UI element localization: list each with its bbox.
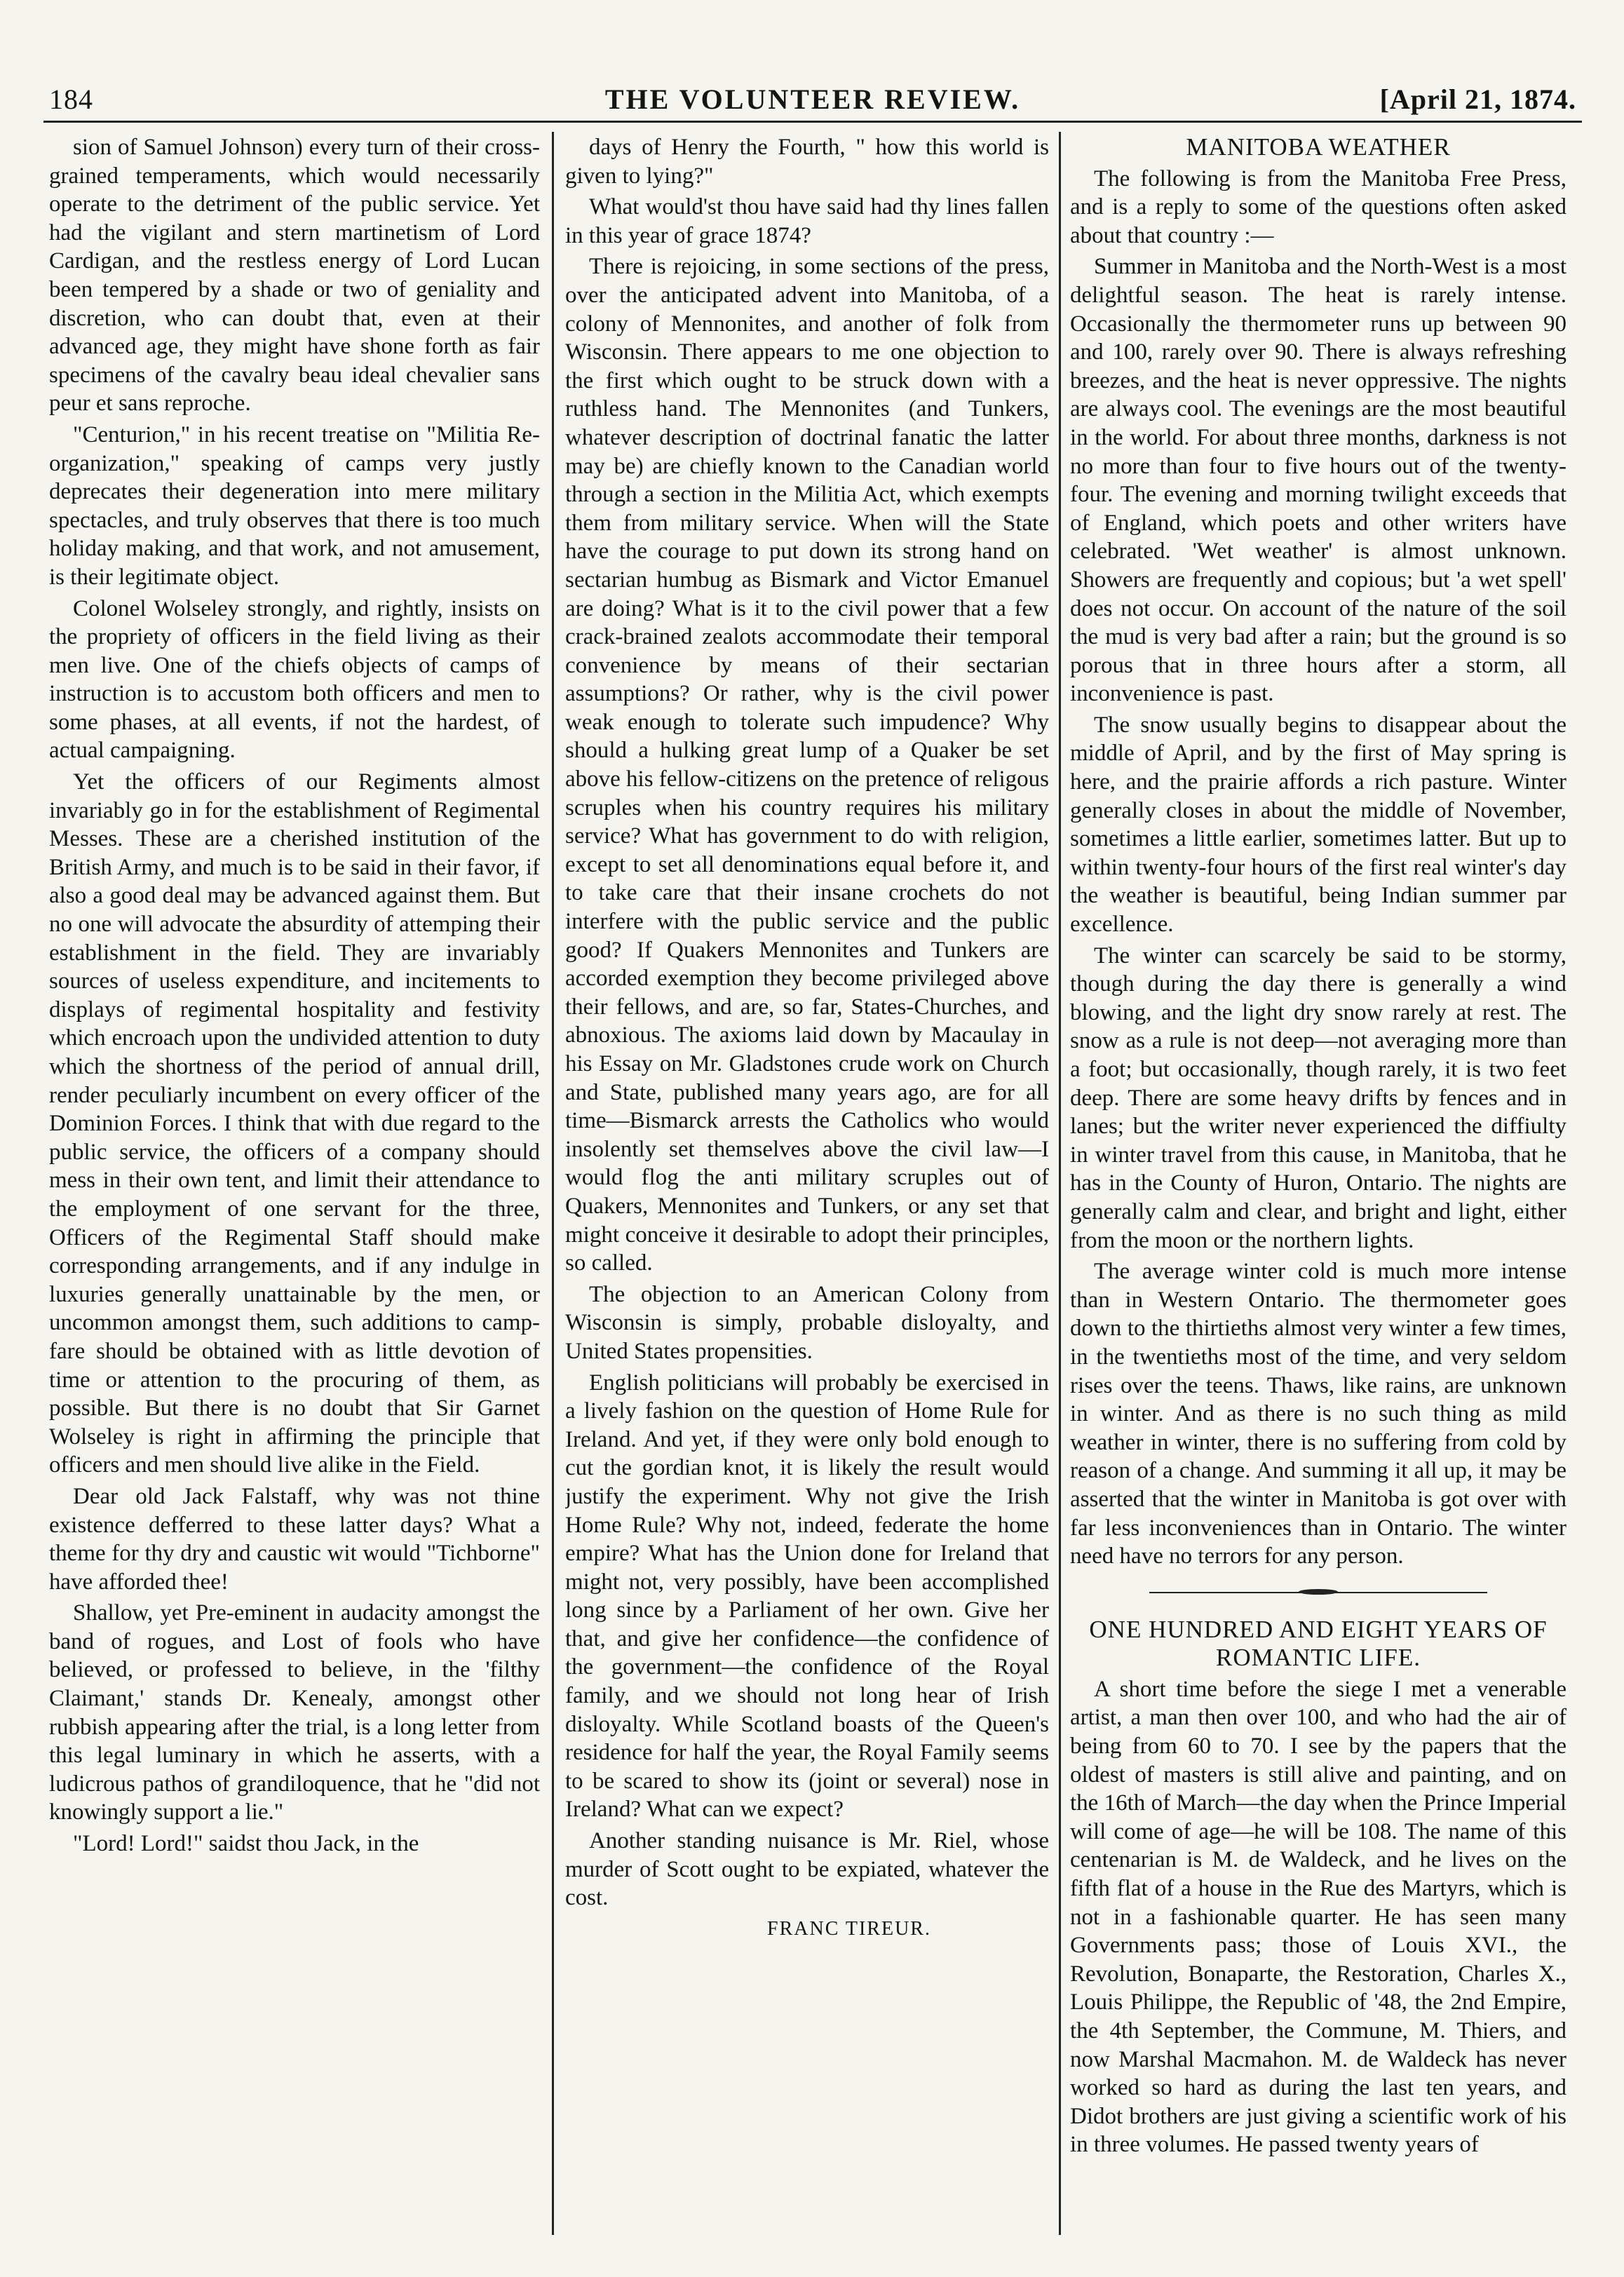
section-divider-ornament [1070, 1582, 1567, 1603]
column-divider [552, 132, 554, 2235]
paragraph: Another standing nuisance is Mr. Riel, whose murder of Scott ought to be expiated, whatever the cost. [565, 1828, 1049, 1911]
paragraph: sion of Samuel Johnson) every turn of their cross-grained temperaments, which would necessarily operate to the detriment of the public service. Yet had the vigilant and stern martinetism of Lord Cardigan, and the restless energy of Lord Lucan been tempered by a shade or two of geniality and discretion, who can doubt that, even at their advanced age, they might have shone forth as fair specimens of the cavalry beau ideal chevalier sans peur et sans reproche. [49, 135, 540, 417]
paragraph: The average winter cold is much more intense than in Western Ontario. The thermometer goes down to the thirtieths almost very winter a few times, in the twentieths most of the time, and very seldom rises over the teens. Thaws, like rains, are unknown in winter. And as there is no such thing as mild weather in winter, there is no suffering from cold by reason of a change. And summing it all up, it may be asserted that the winter in Manitoba is got over with far less inconveniences than in Ontario. The winter need have no terrors for any person. [1070, 1259, 1567, 1569]
issue-date: [April 21, 1874. [1379, 83, 1576, 115]
paragraph: The winter can scarcely be said to be stormy, though during the day there is generally a wind blowing, and the light dry snow rarely at rest. The snow as a rule is not deep—not averaging more than a foot; but occasionally, though rarely, it is two feet deep. There are some heavy drifts by fences and in lanes; but the writer never experienced the diffiulty in winter travel from this cause, in Manitoba, that he has in the County of Huron, Ontario. The nights are generally calm and clear, and bright and light, either from the moon or the northern lights. [1070, 942, 1567, 1253]
paragraph: The snow usually begins to disappear about the middle of April, and by the first of May spring is here, and the prairie affords a rich pasture. Winter generally closes in about the middle of November, sometimes a little earlier, sometimes latter. But up to within twenty-four hours of the first real winter's day the weather is beautiful, being Indian summer par excellence. [1070, 712, 1567, 938]
paragraph: There is rejoicing, in some sections of the press, over the anticipated advent into Manitoba, of a colony of Mennonites, and another of folk from Wisconsin. There appears to me one objection to the first which ought to be struck down with a ruthless hand. The Mennonites (and Tunkers, whatever description of doctrinal fanatic the latter may be) are chiefly known to the Canadian world through a section in the Militia Act, which exempts them from military service. When will the State have the courage to put down its strong hand on sectarian humbug as Bismark and Victor Emanuel are doing? What is it to the civil power that a few crack-brained zealots accommodate their temporal convenience by means of their sectarian assumptions? Or rather, why is the civil power weak enough to tolerate such impudence? Why should a hulking great lump of a Quaker be set above his fellow-citizens on the pretence of religous scruples when his country requires his military service? What has government to do with religion, except to set all denominations equal before it, and to take care that their insane crochets do not interfere with the public service and the public good? If Quakers Mennonites and Tunkers are accorded exemption they become privileged above their fellows, and are, so far, States-Churches, and abnoxious. The axioms laid down by Macaulay in his Essay on Mr. Gladstones crude work on Church and State, published many years ago, are for all time—Bismarck arrests the Catholics who would insolently set themselves above the civil law—I would flog the anti military scruples out of Quakers, Mennonites and Tunkers, or any set that might conceive it desirable to adopt their principles, so called. [565, 254, 1049, 1276]
paragraph: Colonel Wolseley strongly, and rightly, insists on the propriety of officers in the field living as their men live. One of the chiefs objects of camps of instruction is to accustom both officers and men to some phases, at all events, if not the hardest, of actual campaigning. [49, 595, 540, 764]
paragraph: The objection to an American Colony from Wisconsin is simply, probable disloyalty, and United States propensities. [565, 1281, 1049, 1364]
paragraph: "Centurion," in his recent treatise on "Militia Re-organization," speaking of camps very justly deprecates their degeneration into mere military spectacles, and truly observes that there is too much holiday making, and that work, and not amusement, is their legitimate object. [49, 421, 540, 590]
column-3 [1070, 133, 1567, 2235]
paragraph: Shallow, yet Pre-eminent in audacity amongst the band of rogues, and Lost of fools who have believed, or professed to believe, in the 'filthy Claimant,' stands Dr. Kenealy, amongst other rubbish appearing after the trial, is a long letter from this legal luminary in which he asserts, with a ludicrous pathos of grandiloquence, that he "did not knowingly support a lie." [49, 1600, 540, 1825]
paragraph: Dear old Jack Falstaff, why was not thine existence defferred to these latter days? What a theme for thy dry and caustic wit would "Tichborne" have afforded thee! [49, 1483, 540, 1595]
paragraph: Yet the officers of our Regiments almost invariably go in for the establishment of Regimental Messes. These are a cherished institution of the British Army, and much is to be said in their favor, if also a good deal may be advanced against them. But no one will advocate the absurdity of attemping their establishment in the field. They are invariably sources of useless expenditure, and incitements to displays of regimental hospitality and festivity which encroach upon the undivided attention to duty which the shortness of the period of annual drill, render peculiarly incumbent on every officer of the Dominion Forces. I think that with due regard to the public service, the officers of a company should mess in their own tent, and limit their attendance to the employment of one servant for the three, Officers of the Regimental Staff should make corresponding arrangements, and if any indulge in luxuries generally unattainable by the men, or uncommon amongst them, such additions to camp-fare should be obtained with as little devotion of time or attention to the procuring of them, as possible. But there is no doubt that Sir Garnet Wolseley is right in affirming the principle that officers and men should live alike in the Field. [49, 769, 540, 1478]
paragraph: What would'st thou have said had thy lines fallen in this year of grace 1874? [565, 194, 1049, 248]
paragraph: A short time before the siege I met a venerable artist, a man then over 100, and who had the air of being from 60 to 70. I see by the papers that the oldest of masters is still alive and painting, and on the 16th of March—the day when the Prince Imperial will come of age—he will be 108. The name of this centenarian is M. de Waldeck, and he lives on the fifth flat of a house in the Rue des Martyrs, which is not in a fashionable quarter. He has seen many Governments pass; those of Louis XVI., the Revolution, Bonaparte, the Restoration, Charles X., Louis Philippe, the Republic of '48, the 2nd Empire, the 4th September, the Commune, M. Thiers, and now Marshal Macmahon. M. de Waldeck has never worked so hard as during the last ten years, and Didot brothers are just giving a scientific work of his in three volumes. He passed twenty years of [1070, 1676, 1567, 2158]
article-heading: MANITOBA WEATHER [1186, 133, 1451, 161]
publication-title: THE VOLUNTEER REVIEW. [604, 83, 1021, 115]
author-signature: FRANC TIREUR. [767, 1917, 931, 1940]
column-1 [49, 133, 540, 2235]
paragraph: English politicians will probably be exercised in a lively fashion on the question of Home Rule for Ireland. And yet, if they were only bold enough to cut the gordian knot, it is likely the result would justify the experiment. Why not give the Irish Home Rule? Why not, indeed, federate the home empire? What has the Union done for Ireland that might not, very possibly, have been accomplished long since by a Parliament of her own. Give her that, and give her confidence—the confidence of the government—the confidence of the Royal family, and we should not long hear of Irish disloyalty. While Scotland boasts of the Queen's residence for half the year, the Royal Family seems to be scared to show its (joint or several) nose in Ireland? What can we expect? [565, 1370, 1049, 1823]
header-rule [43, 121, 1582, 123]
page-number: 184 [49, 83, 93, 115]
paragraph: days of Henry the Fourth, " how this world is given to lying?" [565, 135, 1049, 189]
paragraph: Summer in Manitoba and the North-West is a most delightful season. The heat is rarely intense. Occasionally the thermometer runs up between 90 and 100, rarely over 90. There is always refreshing breezes, and the heat is never oppressive. The nights are always cool. The evenings are the most beautiful in the world. For about three months, darkness is not no more than four to five hours out of the twenty-four. The evening and morning twilight exceeds that of England, which poets and other writers have celebrated. 'Wet weather' is almost unknown. Showers are frequently and copious; but 'a wet spell' does not occur. On account of the nature of the soil the mud is very bad after a rain; but the ground is so porous that in three hours after a storm, all inconvenience is past. [1070, 254, 1567, 707]
paragraph: "Lord! Lord!" saidst thou Jack, in the [73, 1831, 419, 1857]
article-heading: ONE HUNDRED AND EIGHT YEARS OF ROMANTIC LIFE. [1089, 1615, 1548, 1672]
page-header [43, 79, 1582, 125]
paragraph: The following is from the Manitoba Free Press, and is a reply to some of the questions often asked about that country :— [1070, 165, 1567, 248]
column-2 [565, 133, 1049, 2235]
column-divider [1059, 132, 1061, 2235]
